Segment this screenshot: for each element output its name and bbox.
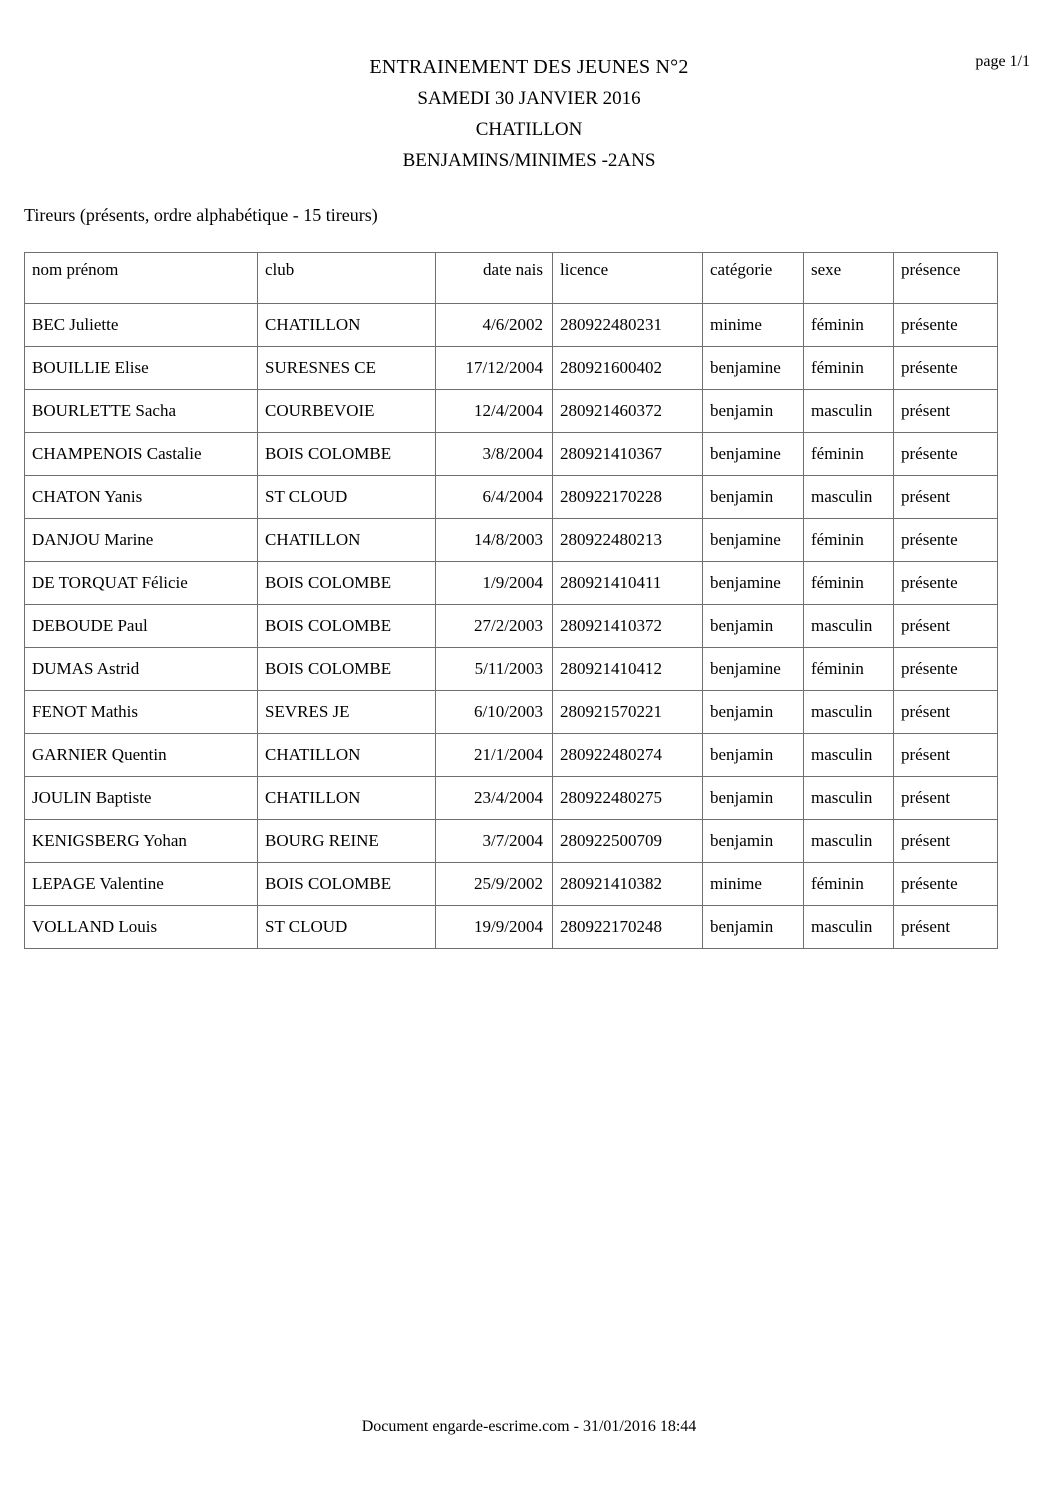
table-body [25,304,998,949]
cell-presence: présente [894,304,998,347]
table-row [25,734,998,777]
cell-licence: 280921410382 [553,863,703,906]
cell-club: BOIS COLOMBE [258,605,436,648]
cell-date: 23/4/2004 [436,777,553,820]
cell-club: BOIS COLOMBE [258,648,436,691]
cell-categorie: benjamin [703,734,804,777]
cell-sexe: féminin [804,863,894,906]
cell-name: DE TORQUAT Félicie [25,562,258,605]
column-header-licence: licence [553,253,703,304]
page-number: page 1/1 [975,53,1030,70]
cell-categorie: benjamin [703,605,804,648]
cell-name: BOURLETTE Sacha [25,390,258,433]
table-row [25,863,998,906]
cell-categorie: benjamin [703,390,804,433]
cell-date: 6/4/2004 [436,476,553,519]
cell-categorie: benjamine [703,433,804,476]
cell-club: CHATILLON [258,304,436,347]
cell-categorie: minime [703,863,804,906]
cell-club: ST CLOUD [258,476,436,519]
cell-date: 6/10/2003 [436,691,553,734]
cell-licence: 280921410412 [553,648,703,691]
table-row [25,691,998,734]
table-row [25,648,998,691]
cell-sexe: masculin [804,605,894,648]
cell-licence: 280921570221 [553,691,703,734]
cell-presence: présent [894,691,998,734]
document-title: ENTRAINEMENT DES JEUNES N°2 [369,56,689,78]
cell-licence: 280921410367 [553,433,703,476]
table-row [25,777,998,820]
cell-categorie: benjamin [703,906,804,949]
cell-date: 14/8/2003 [436,519,553,562]
document-location: CHATILLON [475,119,583,140]
cell-club: CHATILLON [258,777,436,820]
cell-date: 4/6/2002 [436,304,553,347]
cell-licence: 280921410411 [553,562,703,605]
cell-categorie: benjamin [703,777,804,820]
cell-categorie: benjamine [703,519,804,562]
cell-club: BOIS COLOMBE [258,863,436,906]
cell-name: VOLLAND Louis [25,906,258,949]
cell-name: KENIGSBERG Yohan [25,820,258,863]
cell-club: BOIS COLOMBE [258,433,436,476]
cell-licence: 280922170228 [553,476,703,519]
cell-sexe: masculin [804,820,894,863]
cell-club: CHATILLON [258,734,436,777]
cell-licence: 280922480275 [553,777,703,820]
cell-name: BOUILLIE Elise [25,347,258,390]
cell-categorie: benjamin [703,476,804,519]
cell-presence: présente [894,433,998,476]
cell-name: BEC Juliette [25,304,258,347]
table-header [25,253,998,304]
cell-licence: 280922170248 [553,906,703,949]
table-row [25,476,998,519]
column-header-date: date nais [436,253,553,304]
cell-name: DANJOU Marine [25,519,258,562]
cell-presence: présente [894,863,998,906]
cell-club: CHATILLON [258,519,436,562]
cell-categorie: benjamine [703,562,804,605]
cell-presence: présente [894,347,998,390]
section-label: Tireurs (présents, ordre alphabétique - 15 tireurs) [24,205,378,225]
document-category: BENJAMINS/MINIMES -2ANS [402,150,656,171]
cell-date: 12/4/2004 [436,390,553,433]
cell-licence: 280922480213 [553,519,703,562]
cell-presence: présent [894,734,998,777]
cell-categorie: benjamin [703,820,804,863]
cell-name: DUMAS Astrid [25,648,258,691]
table-row [25,347,998,390]
cell-name: JOULIN Baptiste [25,777,258,820]
column-header-sexe: sexe [804,253,894,304]
cell-presence: présent [894,906,998,949]
cell-presence: présent [894,476,998,519]
cell-licence: 280921600402 [553,347,703,390]
table-row [25,906,998,949]
cell-presence: présente [894,562,998,605]
cell-name: CHAMPENOIS Castalie [25,433,258,476]
cell-presence: présent [894,605,998,648]
column-header-presence: présence [894,253,998,304]
table-row [25,820,998,863]
cell-name: GARNIER Quentin [25,734,258,777]
cell-date: 1/9/2004 [436,562,553,605]
cell-presence: présent [894,390,998,433]
cell-sexe: masculin [804,734,894,777]
cell-licence: 280922500709 [553,820,703,863]
cell-club: SURESNES CE [258,347,436,390]
cell-date: 5/11/2003 [436,648,553,691]
cell-licence: 280921460372 [553,390,703,433]
table-row [25,519,998,562]
column-header-club: club [258,253,436,304]
cell-sexe: masculin [804,906,894,949]
table-row [25,433,998,476]
cell-club: BOIS COLOMBE [258,562,436,605]
cell-sexe: masculin [804,476,894,519]
cell-sexe: féminin [804,562,894,605]
cell-sexe: masculin [804,390,894,433]
cell-licence: 280921410372 [553,605,703,648]
cell-categorie: benjamine [703,347,804,390]
cell-sexe: masculin [804,691,894,734]
cell-presence: présent [894,820,998,863]
cell-licence: 280922480231 [553,304,703,347]
table-row [25,605,998,648]
cell-name: LEPAGE Valentine [25,863,258,906]
fencers-table [24,252,998,949]
cell-date: 21/1/2004 [436,734,553,777]
cell-licence: 280922480274 [553,734,703,777]
cell-club: SEVRES JE [258,691,436,734]
cell-club: COURBEVOIE [258,390,436,433]
cell-club: ST CLOUD [258,906,436,949]
cell-sexe: féminin [804,433,894,476]
table-row [25,562,998,605]
cell-categorie: benjamin [703,691,804,734]
cell-date: 19/9/2004 [436,906,553,949]
cell-date: 3/7/2004 [436,820,553,863]
cell-date: 27/2/2003 [436,605,553,648]
cell-club: BOURG REINE [258,820,436,863]
column-header-categorie: catégorie [703,253,804,304]
cell-date: 3/8/2004 [436,433,553,476]
cell-date: 17/12/2004 [436,347,553,390]
document-date: SAMEDI 30 JANVIER 2016 [417,88,641,109]
cell-categorie: minime [703,304,804,347]
table-row [25,390,998,433]
cell-name: DEBOUDE Paul [25,605,258,648]
document-footer: Document engarde-escrime.com - 31/01/2016 18:44 [361,1418,697,1435]
cell-sexe: masculin [804,777,894,820]
document-header [0,52,1058,176]
cell-presence: présente [894,519,998,562]
cell-sexe: féminin [804,648,894,691]
column-header-name: nom prénom [25,253,258,304]
cell-sexe: féminin [804,347,894,390]
cell-presence: présente [894,648,998,691]
cell-categorie: benjamine [703,648,804,691]
cell-sexe: féminin [804,519,894,562]
cell-name: FENOT Mathis [25,691,258,734]
cell-name: CHATON Yanis [25,476,258,519]
table-row [25,304,998,347]
cell-sexe: féminin [804,304,894,347]
table-header-row [25,253,998,304]
cell-date: 25/9/2002 [436,863,553,906]
cell-presence: présent [894,777,998,820]
